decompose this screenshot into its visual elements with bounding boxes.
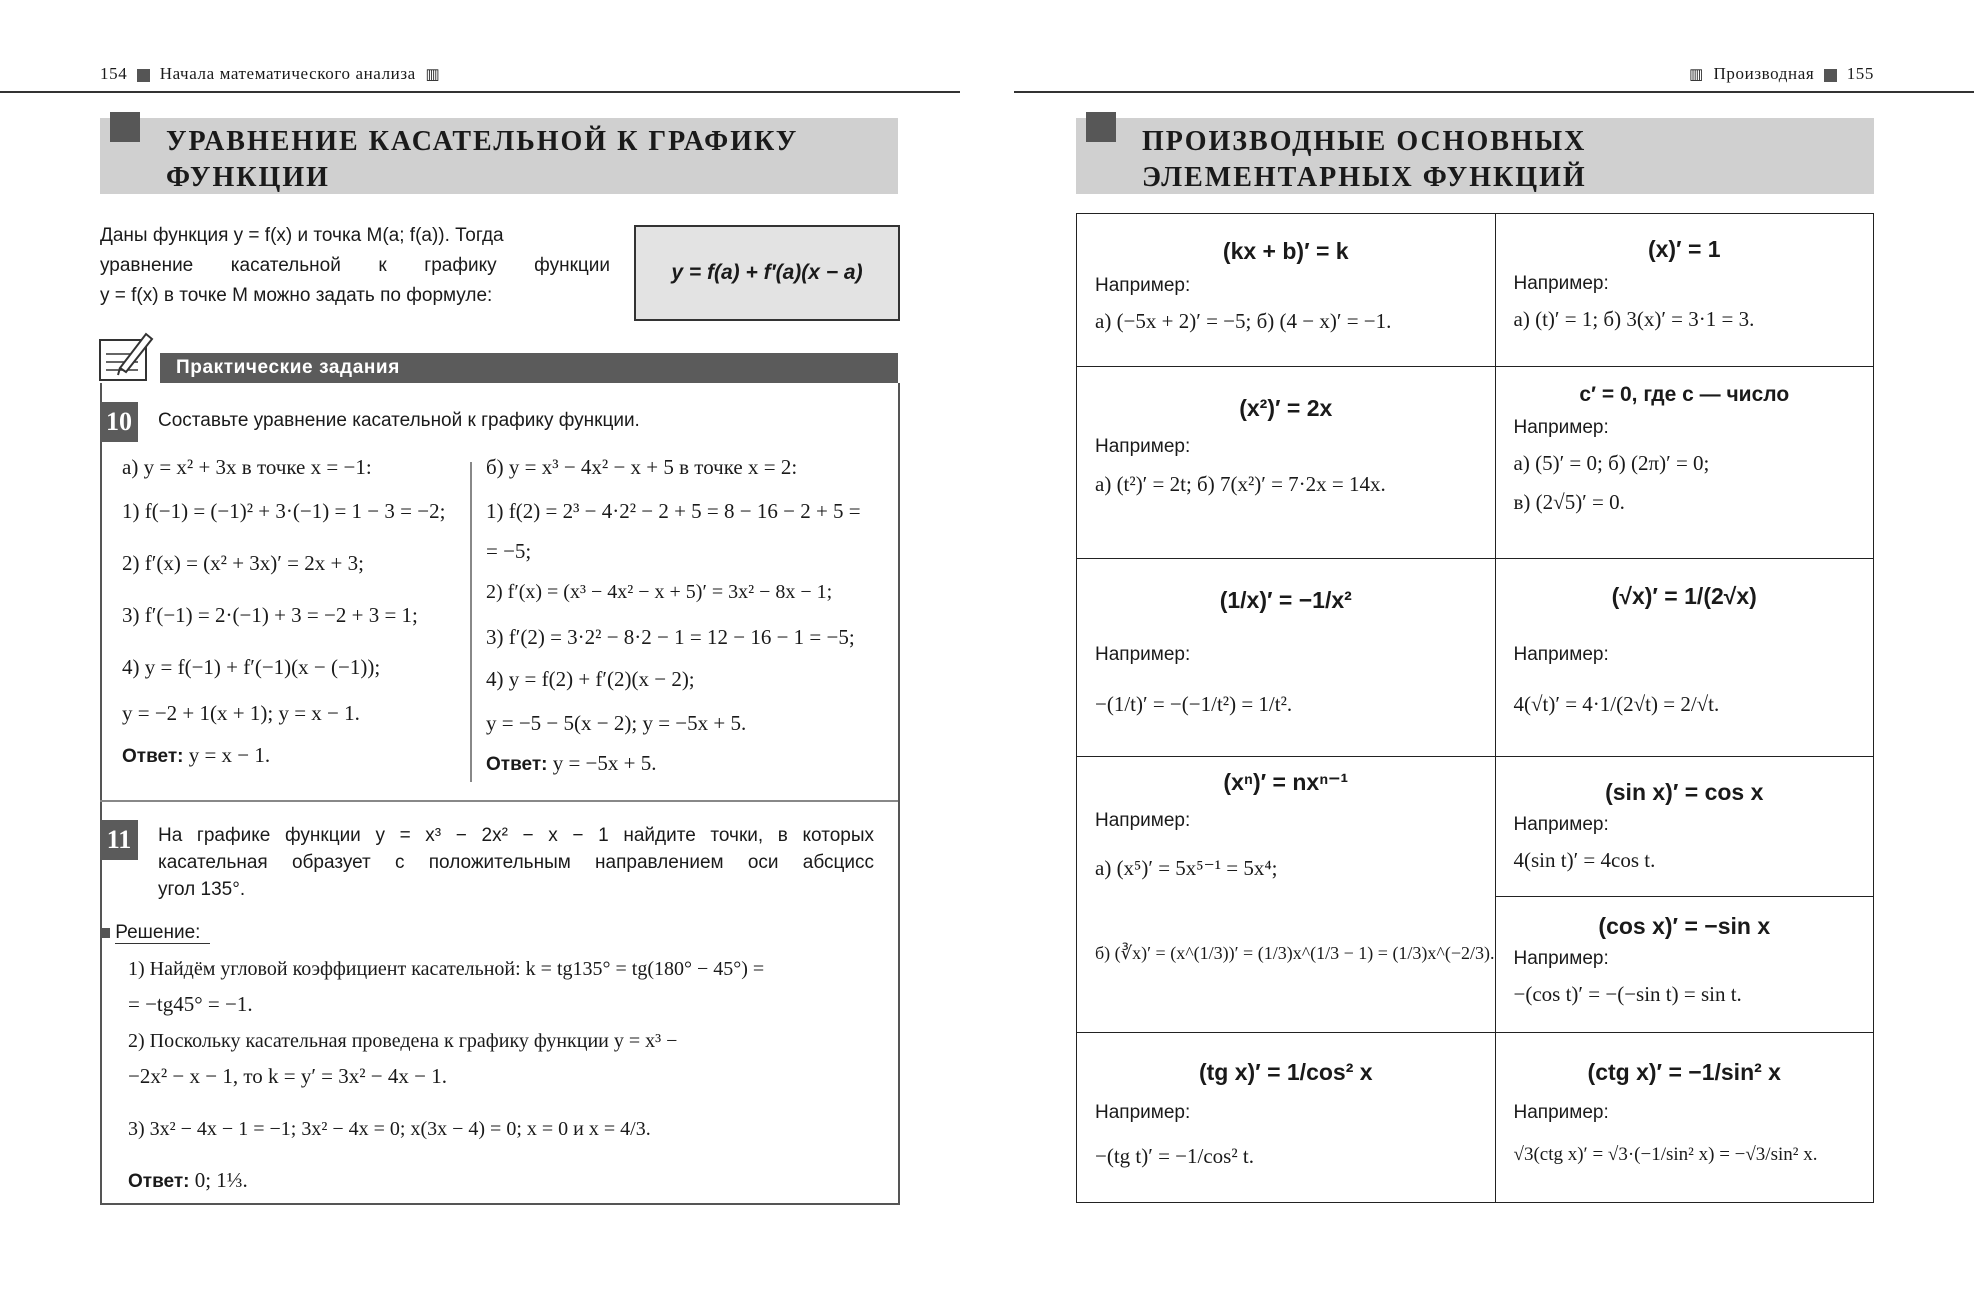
cell-reciprocal (1077, 559, 1496, 757)
solution-heading (100, 922, 210, 944)
intro-line3: y = f(x) в точке M можно задать по формуле: (100, 285, 493, 306)
task-11-step3: 3) 3x² − 4x − 1 = −1; 3x² − 4x = 0; x(3x − 4) = 0; x = 0 и x = 4/3. (128, 1118, 651, 1140)
cell-constant (1495, 367, 1873, 559)
formula-power: (xⁿ)′ = nxⁿ⁻¹ (1223, 769, 1349, 795)
task-11-step1: 1) Найдём угловой коэффициент касательной: k = tg135° = tg(180° − 45°) = (128, 958, 765, 980)
task-10b-step4: 4) y = f(2) + f′(2)(x − 2); (486, 667, 695, 691)
tangent-formula-box (634, 225, 900, 321)
example-label: Например: (1095, 275, 1191, 296)
example-reciprocal: −(1/t)′ = −(−1/t²) = 1/t². (1095, 692, 1293, 716)
example-linear: а) (−5x + 2)′ = −5; б) (4 − x)′ = −1. (1095, 309, 1392, 333)
right-section-title (1076, 118, 1874, 194)
formula-sin: (sin x)′ = cos x (1605, 779, 1764, 805)
title-square-icon (1086, 112, 1116, 142)
task-10a-step3: 3) f′(−1) = 2·(−1) + 3 = −2 + 3 = 1; (122, 603, 418, 627)
square-bullet-icon (137, 69, 150, 82)
task-divider (100, 800, 898, 802)
task-11-line3: угол 135°. (158, 879, 246, 900)
left-title-line2: ФУНКЦИИ (166, 162, 330, 193)
answer-value: y = −5x + 5. (552, 751, 657, 775)
task-10b-answer (486, 751, 861, 776)
right-title-line2: ЭЛЕМЕНТАРНЫХ ФУНКЦИЙ (1142, 162, 1587, 193)
cell-tg (1077, 1033, 1496, 1203)
example-label: Например: (1095, 436, 1191, 457)
square-bullet-icon (100, 928, 110, 938)
task-10-number: 10 (100, 402, 138, 442)
right-title-line1: ПРОИЗВОДНЫЕ ОСНОВНЫХ (1142, 126, 1587, 157)
right-running-head (1689, 64, 1874, 84)
cell-linear (1077, 214, 1496, 367)
right-running-title: Производная (1713, 64, 1815, 83)
intro-paragraph (100, 221, 610, 311)
practice-icon (98, 330, 156, 384)
example-label: Например: (1513, 644, 1609, 665)
formula-linear: (kx + b)′ = k (1222, 238, 1349, 264)
task-10b-step2: 2) f′(x) = (x³ − 4x² − x + 5)′ = 3x² − 8x − 1; (486, 581, 833, 603)
example-label: Например: (1513, 1102, 1609, 1123)
task-10a-step4: 4) y = f(−1) + f′(−1)(x − (−1)); (122, 655, 381, 679)
formula-reciprocal: (1/x)′ = −1/x² (1219, 587, 1352, 613)
formula-square: (x²)′ = 2x (1239, 395, 1333, 421)
task-10b-step5: y = −5 − 5(x − 2); y = −5x + 5. (486, 711, 747, 735)
book-icon: ▥ (1689, 67, 1704, 83)
example-constant-1: а) (5)′ = 0; б) (2π)′ = 0; (1513, 451, 1710, 475)
task-11-number: 11 (100, 820, 138, 860)
task-10a-step1: 1) f(−1) = (−1)² + 3·(−1) = 1 − 3 = −2; (122, 499, 446, 523)
answer-value: y = x − 1. (188, 743, 271, 767)
example-label: Например: (1513, 948, 1609, 969)
right-header-rule (1014, 91, 1974, 93)
cell-identity (1495, 214, 1873, 367)
book-icon: ▥ (425, 67, 441, 83)
task-11-step2-cont: −2x² − x − 1, то k = y′ = 3x² − 4x − 1. (128, 1064, 447, 1088)
left-running-title: Начала математического анализа (159, 64, 416, 83)
task-10a-answer (122, 743, 445, 768)
formula-sqrt: (√x)′ = 1/(2√x) (1611, 583, 1757, 609)
task-10b-step1-cont: = −5; (486, 539, 532, 563)
example-label: Например: (1095, 1102, 1191, 1123)
task-10b-head: б) y = x³ − 4x² − x + 5 в точке x = 2: (486, 455, 798, 479)
task-11-line2: касательная образует с положительным направлением оси абсцисс (158, 852, 874, 873)
left-section-title (100, 118, 898, 194)
example-sin: 4(sin t)′ = 4cos t. (1513, 848, 1656, 872)
answer-value: 0; 1⅓. (194, 1168, 248, 1192)
task-10a-head: а) y = x² + 3x в точке x = −1: (122, 455, 372, 479)
task-11-step2: 2) Поскольку касательная проведена к графику функции y = x³ − (128, 1030, 678, 1052)
cell-square (1077, 367, 1496, 559)
task-11-answer (128, 1168, 878, 1193)
task-10b (486, 455, 861, 776)
task-10-column-divider (470, 462, 472, 782)
intro-line2: уравнение касательной к графику функции (100, 255, 610, 276)
example-label: Например: (1513, 417, 1609, 438)
answer-label: Ответ: (486, 754, 548, 775)
example-tg: −(tg t)′ = −1/cos² t. (1095, 1144, 1254, 1168)
practice-label: Практические задания (176, 357, 400, 378)
example-square: а) (t²)′ = 2t; б) 7(x²)′ = 7·2x = 14x. (1095, 472, 1386, 496)
task-10-text: Составьте уравнение касательной к графику функции. (158, 410, 640, 431)
answer-label: Ответ: (128, 1171, 190, 1192)
example-identity: а) (t)′ = 1; б) 3(x)′ = 3·1 = 3. (1513, 307, 1755, 331)
task-10b-step3: 3) f′(2) = 3·2² − 8·2 − 1 = 12 − 16 − 1 = −5; (486, 625, 855, 649)
derivatives-table (1076, 213, 1874, 1203)
task-11-text (158, 822, 874, 903)
example-ctg: √3(ctg x)′ = √3·(−1/sin² x) = −√3/sin² x. (1513, 1144, 1818, 1165)
cell-sin (1495, 757, 1873, 897)
title-square-icon (110, 112, 140, 142)
intro-line1: Даны функция y = f(x) и точка M(a; f(a)). Тогда (100, 225, 504, 246)
example-label: Например: (1095, 644, 1191, 665)
left-page-number: 154 (100, 64, 128, 83)
example-sqrt: 4(√t)′ = 4·1/(2√t) = 2/√t. (1513, 692, 1720, 716)
practice-banner (160, 353, 898, 383)
formula-identity: (x)′ = 1 (1647, 236, 1721, 262)
example-label: Например: (1513, 273, 1609, 294)
example-constant-2: в) (2√5)′ = 0. (1513, 490, 1625, 514)
example-power-2: б) (∛x)′ = (x^(1/3))′ = (1/3)x^(1/3 − 1) = (1/3)x^(−2/3). (1095, 943, 1495, 963)
cell-sqrt (1495, 559, 1873, 757)
square-bullet-icon (1824, 69, 1837, 82)
formula-constant: c′ = 0, где c — число (1579, 383, 1790, 406)
task-10a-step5: y = −2 + 1(x + 1); y = x − 1. (122, 701, 360, 725)
task-10a (122, 455, 445, 768)
formula-tg: (tg x)′ = 1/cos² x (1198, 1059, 1373, 1085)
task-10b-step1: 1) f(2) = 2³ − 4·2² − 2 + 5 = 8 − 16 − 2 + 5 = (486, 499, 861, 523)
formula-ctg: (ctg x)′ = −1/sin² x (1587, 1059, 1781, 1085)
cell-power (1077, 757, 1496, 1033)
left-title-line1: УРАВНЕНИЕ КАСАТЕЛЬНОЙ К ГРАФИКУ (166, 126, 799, 157)
task-11-line1: На графике функции y = x³ − 2x² − x − 1 найдите точки, в которых (158, 825, 874, 846)
formula-cos: (cos x)′ = −sin x (1598, 913, 1771, 939)
task-11-step1-cont: = −tg45° = −1. (128, 992, 253, 1016)
example-label: Например: (1513, 814, 1609, 835)
example-power-1: а) (x⁵)′ = 5x⁵⁻¹ = 5x⁴; (1095, 856, 1278, 880)
answer-label: Ответ: (122, 746, 184, 767)
tangent-formula: y = f(a) + f′(a)(x − a) (671, 261, 863, 284)
task-11-solution (128, 958, 878, 1193)
task-10a-step2: 2) f′(x) = (x² + 3x)′ = 2x + 3; (122, 551, 364, 575)
cell-ctg (1495, 1033, 1873, 1203)
left-running-head (100, 64, 440, 84)
example-label: Например: (1095, 810, 1191, 831)
left-header-rule (0, 91, 960, 93)
cell-cos (1495, 897, 1873, 1033)
example-cos: −(cos t)′ = −(−sin t) = sin t. (1513, 982, 1742, 1006)
right-page-number: 155 (1846, 64, 1874, 83)
solution-label: Решение: (115, 922, 210, 944)
